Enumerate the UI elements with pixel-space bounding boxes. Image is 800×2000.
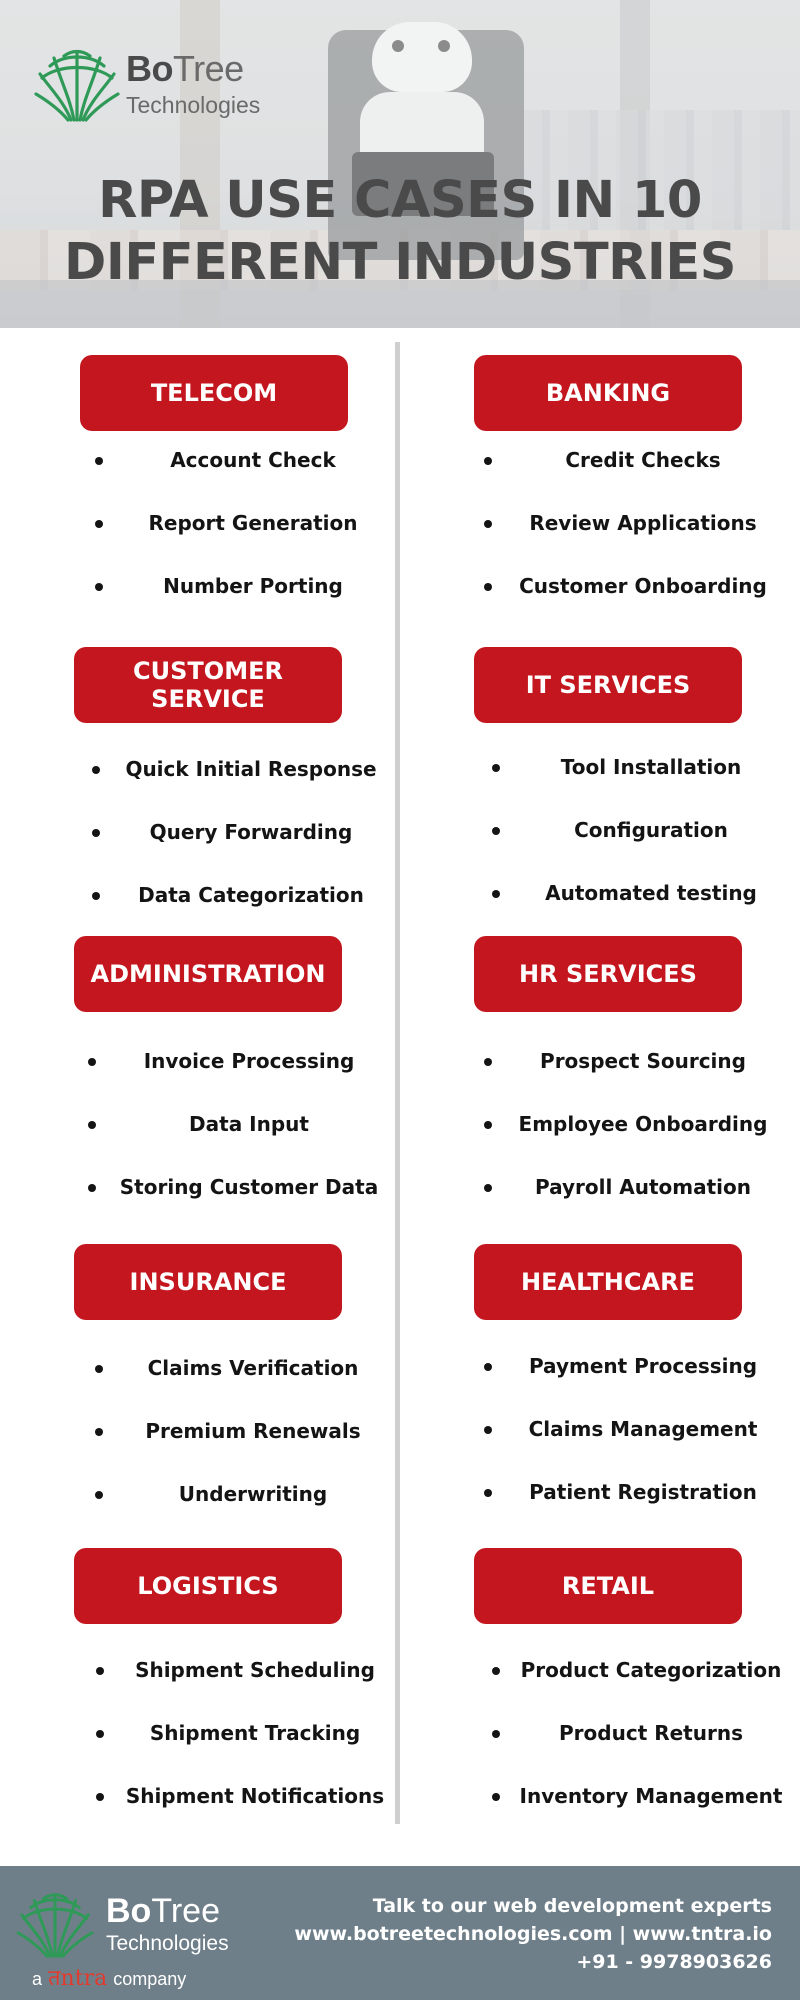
industry-title-logistics: LOGISTICS [74, 1548, 342, 1624]
list-item: Inventory Management [466, 1778, 800, 1841]
list-item: Shipment Scheduling [70, 1652, 410, 1715]
industry-list-telecom [68, 442, 408, 631]
bullet-icon [484, 1184, 492, 1192]
contact-heading: Talk to our web development experts [372, 1895, 772, 1917]
list-item: Query Forwarding [66, 814, 406, 877]
list-item: Premium Renewals [68, 1413, 408, 1476]
logo-brand-text: BoTree [126, 48, 244, 89]
bullet-icon [95, 1365, 103, 1373]
bullet-icon [484, 1489, 492, 1497]
list-item: Automated testing [466, 875, 800, 938]
bullet-icon [484, 583, 492, 591]
industry-list-administration [64, 1043, 404, 1232]
list-item: Patient Registration [458, 1474, 798, 1537]
industry-title-retail: RETAIL [474, 1548, 742, 1624]
bullet-icon [96, 1793, 104, 1801]
industry-title-administration: ADMINISTRATION [74, 936, 342, 1012]
bullet-icon [92, 829, 100, 837]
tagline-prefix: a [32, 1969, 43, 1989]
industry-title-healthcare: HEALTHCARE [474, 1244, 742, 1320]
tntra-company-tagline [32, 1962, 186, 1992]
footer [0, 1866, 800, 2000]
industry-title-insurance: INSURANCE [74, 1244, 342, 1320]
industry-title-banking: BANKING [474, 355, 742, 431]
bullet-icon [95, 520, 103, 528]
footer-logo-brand-text: BoTree [106, 1892, 220, 1930]
industry-title-telecom: TELECOM [80, 355, 348, 431]
industry-title-customer-service: CUSTOMER SERVICE [74, 647, 342, 723]
list-item: Prospect Sourcing [458, 1043, 798, 1106]
industry-list-banking [458, 442, 798, 631]
bullet-icon [492, 890, 500, 898]
list-item: Report Generation [68, 505, 408, 568]
list-item: Product Returns [466, 1715, 800, 1778]
list-item: Invoice Processing [64, 1043, 404, 1106]
list-item: Shipment Tracking [70, 1715, 410, 1778]
page-title-line1: RPA USE CASES IN 10 [98, 171, 702, 230]
bullet-icon [484, 1058, 492, 1066]
industry-list-hr-services [458, 1043, 798, 1232]
bullet-icon [492, 1730, 500, 1738]
industry-list-customer-service [66, 751, 406, 940]
industry-title-hr-services: HR SERVICES [474, 936, 742, 1012]
bullet-icon [484, 457, 492, 465]
list-item: Shipment Notifications [70, 1778, 410, 1841]
list-item: Data Input [64, 1106, 404, 1169]
bullet-icon [95, 1428, 103, 1436]
contact-websites-link[interactable]: www.botreetechnologies.com | www.tntra.io [294, 1923, 772, 1945]
list-item: Review Applications [458, 505, 798, 568]
bullet-icon [492, 1667, 500, 1675]
list-item: Number Porting [68, 568, 408, 631]
industry-list-logistics [70, 1652, 410, 1841]
tree-logo-icon [16, 1888, 94, 1958]
list-item: Underwriting [68, 1476, 408, 1539]
list-item: Quick Initial Response [66, 751, 406, 814]
list-item: Claims Management [458, 1411, 798, 1474]
list-item: Payment Processing [458, 1348, 798, 1411]
tntra-logo-text[interactable]: तntra [48, 1966, 108, 1991]
bullet-icon [92, 766, 100, 774]
bullet-icon [96, 1730, 104, 1738]
tree-logo-icon [34, 44, 120, 122]
contact-block [294, 1892, 772, 1976]
industry-title-it-services: IT SERVICES [474, 647, 742, 723]
bullet-icon [88, 1184, 96, 1192]
bullet-icon [96, 1667, 104, 1675]
bullet-icon [88, 1058, 96, 1066]
list-item: Storing Customer Data [64, 1169, 404, 1232]
page-title [0, 170, 800, 294]
botree-logo[interactable] [34, 44, 274, 122]
logo-subtitle: Technologies [126, 92, 261, 118]
list-item: Data Categorization [66, 877, 406, 940]
bullet-icon [95, 1491, 103, 1499]
bullet-icon [492, 827, 500, 835]
footer-logo-subtitle: Technologies [106, 1932, 229, 1955]
bullet-icon [484, 1363, 492, 1371]
industry-list-healthcare [458, 1348, 798, 1537]
list-item: Claims Verification [68, 1350, 408, 1413]
bullet-icon [95, 457, 103, 465]
hero-banner [0, 0, 800, 328]
bullet-icon [484, 1121, 492, 1129]
list-item: Configuration [466, 812, 800, 875]
bullet-icon [484, 520, 492, 528]
contact-phone[interactable]: +91 - 9978903626 [576, 1951, 772, 1973]
bullet-icon [92, 892, 100, 900]
list-item: Employee Onboarding [458, 1106, 798, 1169]
list-item: Payroll Automation [458, 1169, 798, 1232]
industry-list-it-services [466, 749, 800, 938]
bullet-icon [95, 583, 103, 591]
list-item: Tool Installation [466, 749, 800, 812]
bullet-icon [484, 1426, 492, 1434]
list-item: Customer Onboarding [458, 568, 798, 631]
list-item: Account Check [68, 442, 408, 505]
tagline-suffix: company [113, 1969, 187, 1989]
bullet-icon [492, 1793, 500, 1801]
page-title-line2: DIFFERENT INDUSTRIES [64, 233, 736, 292]
bullet-icon [88, 1121, 96, 1129]
list-item: Product Categorization [466, 1652, 800, 1715]
industry-list-insurance [68, 1350, 408, 1539]
list-item: Credit Checks [458, 442, 798, 505]
industry-list-retail [466, 1652, 800, 1841]
bullet-icon [492, 764, 500, 772]
